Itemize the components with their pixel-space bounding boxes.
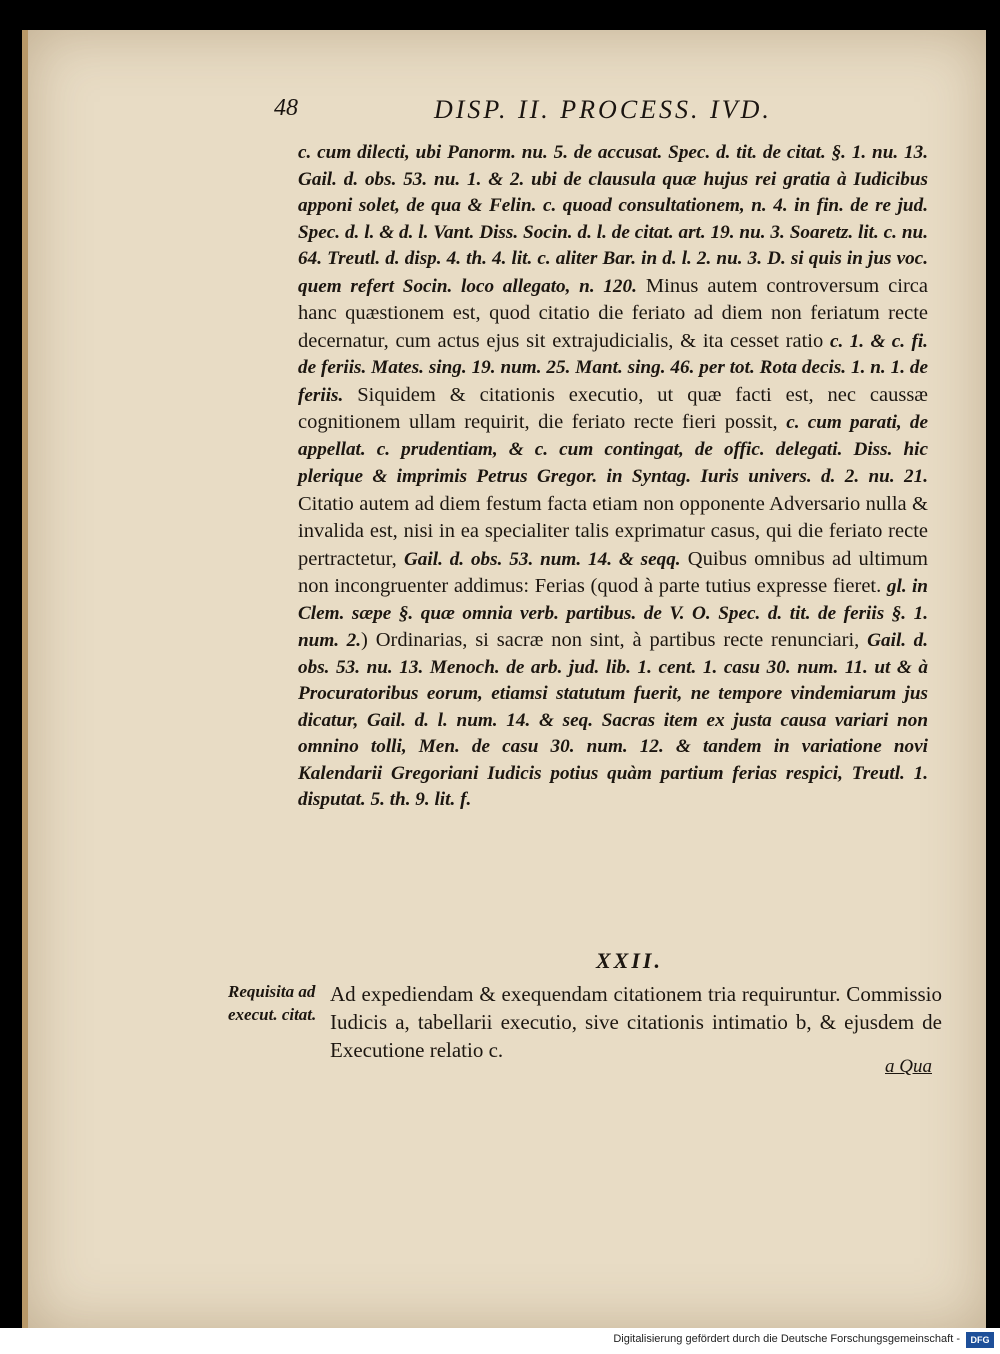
citation-segment: Gail. d. obs. 53. nu. 13. Menoch. de arb. jud. lib. 1. cent. 1. casu 30. num. 11. ut & à Procuratoribus eorum, etiamsi statutum fuerit, ne tempore vindemiarum jus dicatur, Gail. d. l. num. 14. & seq. Sacras item ex justa causa variari non omnino tolli, Men. de casu 30. num. 12. & tandem in variatione novi Kalendarii Gregoriani Iudicis potius quàm partium ferias respici, Treutl. 1. disputat. 5. th. 9. lit. f. xyxy=(298,630,928,810)
section-heading: XXII. xyxy=(596,948,663,973)
citation-segment: Gail. d. obs. 53. num. 14. & seqq. xyxy=(403,548,681,570)
text-segment: Quibus omnibus ad ultimum non incongruenter addimus: Ferias (quod à parte tutius expresse fieret. xyxy=(298,547,928,597)
page-header xyxy=(274,95,954,131)
citation-segment: c. cum parati, de appellat. c. prudentiam, & c. cum contingat, de offic. delegati. Diss. hic plerique & imprimis Petrus Gregor. in Syntag. Iuris univers. d. 2. nu. 21. xyxy=(298,412,928,487)
margin-note: Requisita ad execut. citat. xyxy=(228,982,317,1024)
footer-bar xyxy=(0,1328,1000,1354)
citation-segment: c. 1. & c. fi. de feriis. Mates. sing. 19. num. 25. Mant. sing. 46. per tot. Rota decis. 1. n. 1. de feriis. xyxy=(298,330,928,406)
footer-credit: Digitalisierung gefördert durch die Deutsche Forschungsgemeinschaft - xyxy=(613,1333,960,1345)
dfg-logo-icon: DFG xyxy=(966,1332,994,1348)
text-segment: Citatio autem ad diem festum facta etiam non opponente Adversario nulla & invalida est, nisi in ea specialiter talis exprimatur casus, qui die feriato recte pertractetur, xyxy=(298,492,928,570)
section-paragraph: Ad expediendam & exequendam citationem tria requiruntur. Commissio Iudicis a, tabellarii executio, sive citationis intimatio b, & ejusdem de Executione relatio c. xyxy=(330,982,942,1062)
page-number: 48 xyxy=(274,95,298,121)
main-paragraph xyxy=(298,140,928,814)
citation-segment: c. cum dilecti, ubi Panorm. nu. 5. de accusat. Spec. d. tit. de citat. §. 1. nu. 13. Gail. d. obs. 53. nu. 1. & 2. ubi de clausula quæ hujus rei gratia à Iudicibus apponi solet, de qua & Felin. c. quoad consultationem, n. 4. in fin. de re jud. Spec. d. l. & d. l. Vant. Diss. Socin. d. l. de citat. art. 19. nu. 3. Soaretz. lit. c. nu. 64. Treutl. d. disp. 4. th. 4. lit. c. aliter Bar. in d. l. 2. nu. 3. D. si quis in jus voc. quem refert Socin. loco allegato, n. 120. xyxy=(298,142,928,297)
text-segment: Siquidem & citationis executio, ut quæ facti est, nec caussæ cognitionem ullam requirit, die feriato recte fieri possit, xyxy=(298,383,928,433)
text-segment: ) Ordinarias, si sacræ non sint, à partibus recte renunciari, xyxy=(361,629,868,651)
text-segment: Minus autem controversum circa hanc quæstionem est, quod citatio die feriato ad diem non feriatum recte decernatur, cum actus ejus sit extrajudicialis, & ita cesset ratio xyxy=(298,274,928,352)
citation-segment: gl. in Clem. sæpe §. quæ omnia verb. partibus. de V. O. Spec. d. tit. de feriis §. 1. num. 2. xyxy=(298,576,928,651)
running-head: DISP. II. PROCESS. IVD. xyxy=(434,95,772,124)
catchword: a Qua xyxy=(885,1056,932,1077)
